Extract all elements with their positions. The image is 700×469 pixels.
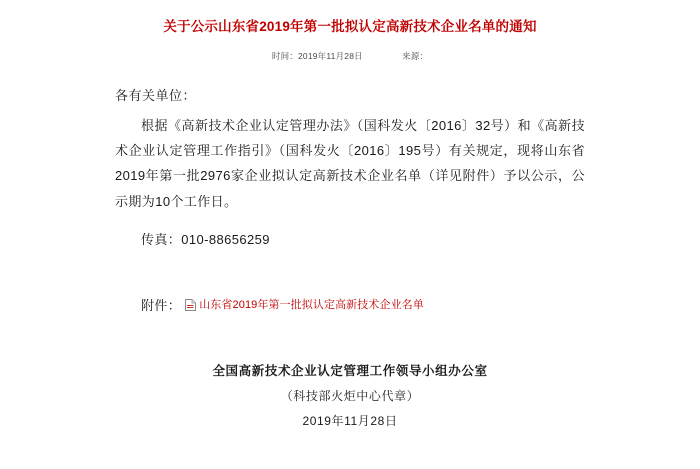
signature-block bbox=[115, 358, 585, 435]
main-paragraph: 根据《高新技术企业认定管理办法》（国科发火〔2016〕32号）和《高新技术企业认定管理工作指引》（国科发火〔2016〕195号）有关规定，现将山东省2019年第一批2976家企业拟认定高新技术企业名单（详见附件）予以公示，公示期为10个工作日。 bbox=[115, 117, 585, 209]
signature-seal-note: （科技部火炬中心代章） bbox=[280, 388, 420, 403]
document-body bbox=[115, 62, 585, 434]
signature-organization: 全国高新技术企业认定管理工作领导小组办公室 bbox=[212, 363, 488, 378]
publish-source: 来源： bbox=[402, 50, 429, 61]
attachment-row bbox=[115, 295, 585, 314]
attachment-label: 附件： bbox=[141, 297, 182, 313]
signature-date: 2019年11月28日 bbox=[302, 414, 398, 429]
attachment-link[interactable]: 山东省2019年第一批拟认定高新技术企业名单 bbox=[199, 299, 424, 312]
file-attachment-icon bbox=[185, 299, 196, 311]
publish-time: 时间：2019年11月28日 bbox=[271, 50, 363, 61]
document-page bbox=[0, 18, 700, 469]
document-meta bbox=[0, 50, 700, 62]
fax-line: 传真：010-88656259 bbox=[141, 231, 270, 247]
salutation: 各有关单位： bbox=[115, 87, 197, 103]
page-title: 关于公示山东省2019年第一批拟认定高新技术企业名单的通知 bbox=[163, 19, 537, 34]
